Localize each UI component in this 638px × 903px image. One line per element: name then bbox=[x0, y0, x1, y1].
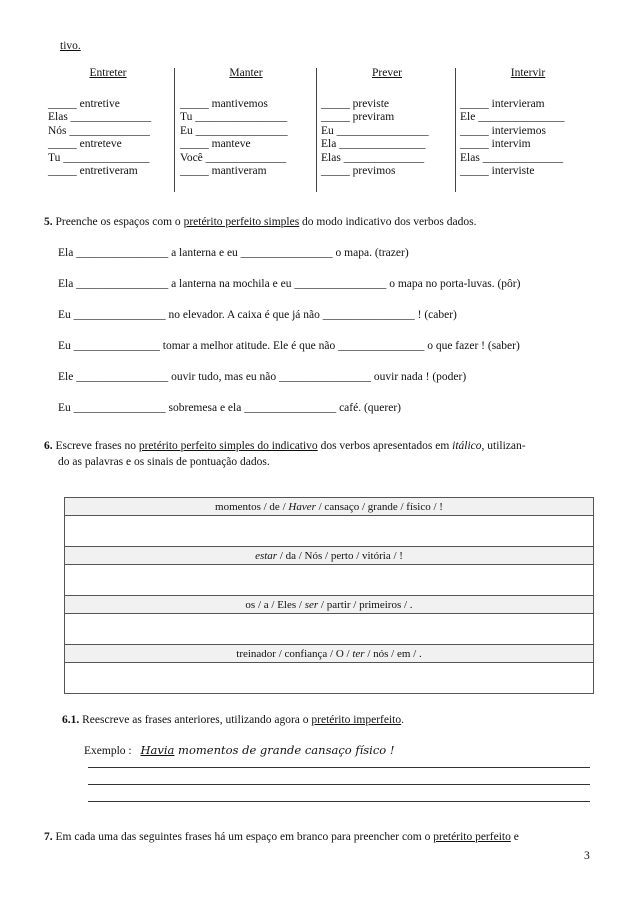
verb-line[interactable]: _____ entreteve bbox=[48, 138, 122, 151]
exercise-5-sentence[interactable]: Eu _______________ tomar a melhor atitude. Ele é que não _______________ o que fazer ! (saber) bbox=[58, 340, 520, 352]
verb-line[interactable]: _____ intervim bbox=[460, 138, 531, 151]
sentence-building-table bbox=[64, 497, 594, 694]
verb-heading: Prever bbox=[371, 67, 402, 79]
answer-cell[interactable] bbox=[65, 516, 594, 547]
verb-line[interactable]: Ela _______________ bbox=[321, 138, 426, 151]
verb-line[interactable]: _____ intervieram bbox=[460, 98, 545, 110]
instruction-text: Preenche os espaços com o bbox=[52, 216, 184, 228]
column-divider bbox=[316, 68, 317, 192]
exercise-number: 5. bbox=[44, 216, 53, 228]
verb-line[interactable]: Elas ______________ bbox=[460, 151, 564, 164]
verb-conjugation-table bbox=[48, 66, 596, 196]
instruction-text: do modo indicativo dos verbos dados. bbox=[299, 216, 477, 228]
verb-heading: Intervir bbox=[510, 67, 546, 79]
verb-line[interactable]: Ele _______________ bbox=[460, 111, 565, 124]
table-row bbox=[65, 547, 594, 565]
answer-line[interactable] bbox=[88, 784, 590, 785]
table-row bbox=[65, 645, 594, 663]
instruction-text: dos verbos apresentados em bbox=[317, 440, 453, 452]
answer-cell[interactable] bbox=[65, 614, 594, 645]
verb-column-entreter bbox=[48, 66, 168, 190]
table-row bbox=[65, 663, 594, 694]
verb-line[interactable]: Nós ______________ bbox=[48, 124, 150, 137]
verb-line[interactable]: _____ previram bbox=[321, 111, 395, 124]
exercise-5-sentence[interactable]: Ela ________________ a lanterna e eu ________________ o mapa. (trazer) bbox=[58, 247, 409, 259]
table-row bbox=[65, 498, 594, 516]
verb-line[interactable]: Tu _______________ bbox=[48, 151, 150, 164]
verb-line[interactable]: _____ mantiveram bbox=[180, 164, 267, 177]
grammar-term: pretérito imperfeito bbox=[311, 714, 402, 726]
verb-line[interactable]: _____ interviemos bbox=[460, 124, 546, 137]
answer-line[interactable] bbox=[88, 801, 590, 802]
verb-line[interactable]: Elas ______________ bbox=[48, 111, 152, 124]
verb-line[interactable]: _____ entretive bbox=[48, 98, 120, 110]
exercise-number: 7. bbox=[44, 831, 53, 843]
example-text: momentos de grande cansaço físico ! bbox=[174, 743, 395, 757]
grammar-term: pretérito perfeito simples bbox=[183, 216, 300, 228]
instruction-text: . bbox=[401, 714, 404, 726]
verb-line[interactable]: _____ entretiveram bbox=[48, 164, 138, 177]
word-prompt: momentos / de / Haver / cansaço / grande / físico / ! bbox=[65, 498, 594, 516]
verb-column-manter bbox=[180, 66, 312, 190]
instruction-text: Escreve frases no bbox=[52, 440, 139, 452]
exercise-5-sentence[interactable]: Ele ________________ ouvir tudo, mas eu não ________________ ouvir nada ! (poder) bbox=[58, 371, 467, 383]
word-prompt: estar / da / Nós / perto / vitória / ! bbox=[65, 547, 594, 565]
word-prompt: os / a / Eles / ser / partir / primeiros / . bbox=[65, 596, 594, 614]
exercise-5-sentence[interactable]: Eu ________________ no elevador. A caixa é que já não ________________ ! (caber) bbox=[58, 309, 457, 321]
instruction-text: Reescreve as frases anteriores, utilizando agora o bbox=[79, 714, 312, 726]
answer-cell[interactable] bbox=[65, 565, 594, 596]
table-row bbox=[65, 565, 594, 596]
verb-line[interactable]: _____ manteve bbox=[180, 138, 251, 151]
verb-line[interactable]: Eu ________________ bbox=[321, 124, 429, 137]
verb-line[interactable]: _____ previste bbox=[321, 98, 390, 110]
grammar-term: pretérito perfeito simples do indicativo bbox=[138, 440, 318, 452]
instruction-text: e bbox=[510, 831, 519, 843]
grammar-term: pretérito perfeito bbox=[433, 831, 511, 843]
verb-heading: Manter bbox=[229, 67, 263, 79]
top-fragment: tivo. bbox=[60, 40, 81, 52]
table-row bbox=[65, 614, 594, 645]
italic-term: itálico bbox=[452, 440, 482, 452]
answer-line[interactable] bbox=[88, 767, 590, 768]
example-line bbox=[84, 743, 395, 757]
verb-line[interactable]: Tu ________________ bbox=[180, 111, 288, 124]
exercise-number: 6.1. bbox=[62, 714, 80, 726]
word-prompt: treinador / confiança / O / ter / nós / em / . bbox=[65, 645, 594, 663]
table-row bbox=[65, 596, 594, 614]
instruction-text: , utilizan- bbox=[481, 440, 526, 452]
example-word: Havia bbox=[140, 743, 175, 757]
verb-line[interactable]: _____ interviste bbox=[460, 164, 535, 177]
exercise-5-sentence[interactable]: Eu ________________ sobremesa e ela ________________ café. (querer) bbox=[58, 402, 401, 414]
verb-line[interactable]: Você ______________ bbox=[180, 151, 287, 164]
verb-heading: Entreter bbox=[89, 67, 127, 79]
page-number: 3 bbox=[584, 850, 590, 862]
answer-cell[interactable] bbox=[65, 663, 594, 694]
column-divider bbox=[455, 68, 456, 192]
exercise-6-instruction-cont: do as palavras e os sinais de pontuação dados. bbox=[58, 456, 270, 468]
verb-column-intervir bbox=[460, 66, 596, 190]
exercise-5-instruction bbox=[44, 216, 476, 228]
verb-line[interactable]: _____ mantivemos bbox=[180, 98, 268, 110]
verb-column-prever bbox=[321, 66, 453, 190]
verb-line[interactable]: Eu ________________ bbox=[180, 124, 288, 137]
exercise-number: 6. bbox=[44, 440, 53, 452]
verb-line[interactable]: Elas ______________ bbox=[321, 151, 425, 164]
exercise-5-sentence[interactable]: Ela ________________ a lanterna na mochila e eu ________________ o mapa no porta-luvas. (pôr) bbox=[58, 278, 521, 290]
exercise-6-instruction bbox=[44, 440, 526, 452]
column-divider bbox=[174, 68, 175, 192]
table-row bbox=[65, 516, 594, 547]
exercise-7-instruction bbox=[44, 831, 519, 843]
instruction-text: Em cada uma das seguintes frases há um espaço em branco para preencher com o bbox=[52, 831, 434, 843]
exercise-6-1-instruction bbox=[62, 714, 404, 726]
verb-line[interactable]: _____ previmos bbox=[321, 164, 396, 177]
example-label: Exemplo : bbox=[84, 745, 132, 757]
